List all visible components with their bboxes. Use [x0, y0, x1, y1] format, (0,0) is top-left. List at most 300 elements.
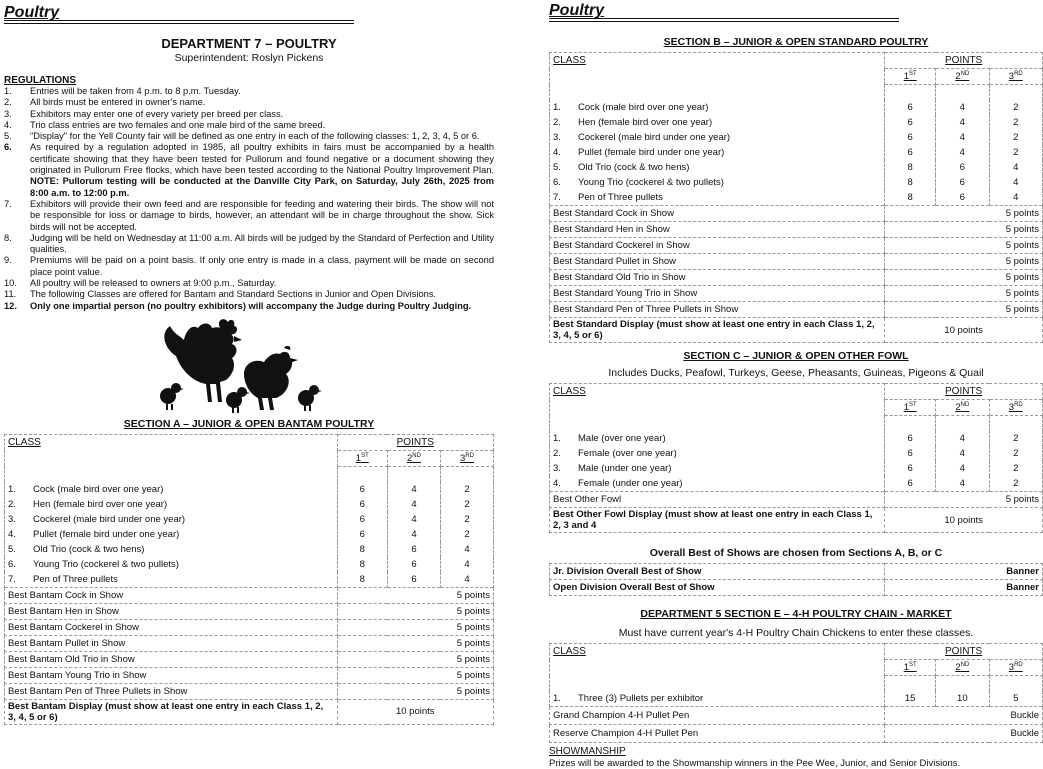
points-cell: 15: [885, 691, 936, 707]
spacer-cell: [550, 69, 885, 85]
points-cell: 6: [885, 145, 936, 160]
place-header: [387, 450, 440, 466]
place-suffix: ST: [908, 401, 917, 408]
points-cell: 4: [936, 145, 989, 160]
place-header: [936, 660, 989, 676]
class-cell: [5, 527, 338, 542]
points-cell: 5: [989, 691, 1042, 707]
section-c-subtitle: Includes Ducks, Peafowl, Turkeys, Geese, Pheasants, Guineas, Pigeons & Quail: [608, 367, 984, 379]
points-cell: 8: [337, 542, 387, 557]
regulation-item: [4, 131, 494, 142]
class-number: 1.: [553, 693, 561, 704]
class-cell: [5, 497, 338, 512]
class-name: Female (over one year): [578, 448, 677, 459]
spacer-cell: [989, 676, 1042, 692]
points-cell: 10: [936, 691, 989, 707]
spacer-cell: [989, 85, 1042, 101]
award-row: [550, 725, 1043, 743]
points-cell: 4: [936, 446, 989, 461]
place-suffix: ST: [361, 452, 369, 459]
place-label: 3RD: [1008, 661, 1023, 674]
regulation-item: [4, 86, 494, 97]
regulation-number: 1.: [4, 86, 12, 96]
spacer-cell: [550, 400, 885, 416]
regulation-text: [30, 131, 494, 142]
display-value: 10 points: [885, 318, 1043, 343]
overall-label: Open Division Overall Best of Show: [550, 580, 885, 596]
class-header: CLASS: [5, 434, 338, 450]
place-header: [885, 69, 936, 85]
best-row: [5, 651, 494, 667]
place-header: [936, 400, 989, 416]
points-cell: 6: [337, 482, 387, 497]
spacer-cell: [5, 450, 338, 466]
department-title: DEPARTMENT 7 – POULTRY: [161, 36, 337, 51]
regulation-number: 8.: [4, 232, 12, 243]
header-rule: [4, 23, 354, 24]
regulation-body: Only one impartial person (no poultry exhibitors) will accompany the Judge during Poultry Judging.: [30, 300, 472, 311]
table-row: [5, 512, 494, 527]
spacer-cell: [936, 416, 989, 432]
place-suffix: ND: [960, 70, 970, 77]
section-c-table: [549, 383, 1043, 533]
best-value: 5 points: [885, 492, 1043, 508]
place-suffix: RD: [1014, 661, 1023, 668]
table-row: [550, 160, 1043, 175]
best-label: Best Bantam Hen in Show: [5, 603, 338, 619]
right-page: [549, 0, 1043, 769]
regulation-text: [30, 86, 494, 97]
class-name: Three (3) Pullets per exhibitor: [578, 693, 704, 704]
place-label: 3RD: [1008, 70, 1023, 83]
class-number: 5.: [553, 162, 561, 173]
award-label: Reserve Champion 4-H Pullet Pen: [550, 725, 885, 743]
regulations-heading: REGULATIONS: [4, 75, 77, 86]
regulation-text: [30, 199, 494, 233]
regulation-body: All birds must be entered in owner's name.: [30, 97, 206, 108]
table-row: [550, 175, 1043, 190]
points-cell: 2: [989, 145, 1042, 160]
class-name: Pen of Three pullets: [33, 573, 118, 585]
section-b-table: [549, 52, 1043, 343]
points-cell: 6: [936, 160, 989, 175]
table-row: [550, 190, 1043, 206]
section-e-subtitle: Must have current year's 4-H Poultry Chain Chickens to enter these classes.: [618, 627, 974, 639]
header-rule: [4, 20, 354, 21]
best-row: [550, 492, 1043, 508]
points-cell: 2: [989, 476, 1042, 492]
class-number: 6.: [553, 177, 561, 188]
class-number: 7.: [553, 192, 561, 203]
table-row: [550, 431, 1043, 446]
section-e-table: [549, 643, 1043, 743]
points-cell: 4: [989, 160, 1042, 175]
place-label: 1ST: [903, 70, 917, 83]
overall-label: Jr. Division Overall Best of Show: [550, 564, 885, 580]
class-number: 2.: [8, 498, 16, 510]
regulation-item: [4, 120, 494, 131]
points-cell: 8: [885, 175, 936, 190]
spacer-cell: [936, 676, 989, 692]
regulation-body: As required by a regulation adopted in 1985, all poultry exhibits in fairs must be accompanied by a health certificate showing that they have been tested for Pullorum and found negative or a document showing they originated in Pullorum Free flocks, which have been tested according to the National Poultry Improvement Plan.: [30, 142, 494, 176]
table-row: [550, 100, 1043, 115]
points-cell: 2: [989, 100, 1042, 115]
best-row: [5, 683, 494, 699]
best-label: Best Standard Young Trio in Show: [550, 286, 885, 302]
regulation-item: [4, 301, 494, 312]
place-header: [440, 450, 493, 466]
points-cell: 4: [387, 482, 440, 497]
best-value: 5 points: [885, 222, 1043, 238]
best-value: 5 points: [885, 206, 1043, 222]
regulation-item: [4, 199, 494, 233]
overall-heading: Overall Best of Shows are chosen from Sections A, B, or C: [649, 547, 943, 559]
class-header: CLASS: [550, 644, 885, 660]
spacer-cell: [550, 85, 885, 101]
best-value: 5 points: [337, 603, 493, 619]
class-number: 1.: [553, 102, 561, 113]
class-name: Cockerel (male bird under one year): [33, 513, 186, 525]
display-row: [550, 508, 1043, 533]
best-label: Best Standard Hen in Show: [550, 222, 885, 238]
class-cell: [550, 115, 885, 130]
place-header: [989, 400, 1042, 416]
regulation-item: [4, 97, 494, 108]
spacer-cell: [550, 676, 885, 692]
spacer-cell: [550, 660, 885, 676]
place-suffix: RD: [465, 452, 474, 459]
points-cell: 4: [989, 190, 1042, 206]
place-header: [885, 660, 936, 676]
regulation-text: [30, 142, 494, 198]
table-row: [550, 476, 1043, 492]
best-row: [5, 619, 494, 635]
place-label: 3RD: [1008, 401, 1023, 414]
regulation-text: [30, 278, 494, 289]
points-cell: 4: [936, 431, 989, 446]
award-label: Grand Champion 4-H Pullet Pen: [550, 707, 885, 725]
regulation-body: Exhibitors may enter one of every variety per breed per class.: [30, 108, 284, 119]
class-name: Old Trio (cock & two hens): [33, 543, 145, 555]
regulation-text: [30, 233, 494, 256]
place-label: 2ND: [407, 452, 421, 465]
overall-row: [550, 564, 1043, 580]
spacer-cell: [337, 466, 387, 482]
best-value: 5 points: [337, 683, 493, 699]
brand-title: Poultry: [549, 2, 605, 19]
best-row: [550, 238, 1043, 254]
class-name: Cock (male bird over one year): [578, 102, 709, 113]
display-value: 10 points: [885, 508, 1043, 533]
best-value: 5 points: [337, 587, 493, 603]
class-number: 4.: [8, 528, 16, 540]
place-header-row: [5, 450, 494, 466]
award-value: Buckle: [885, 707, 1043, 725]
points-cell: 8: [337, 572, 387, 588]
regulation-number: 11.: [4, 289, 17, 300]
table-row: [5, 497, 494, 512]
spacer-row: [550, 85, 1043, 101]
display-value: 10 points: [337, 699, 493, 724]
section-a-title: SECTION A – JUNIOR & OPEN BANTAM POULTRY: [123, 417, 375, 430]
left-page: [4, 0, 494, 725]
best-row: [5, 635, 494, 651]
regulation-number: 7.: [4, 198, 12, 209]
table-row: [5, 527, 494, 542]
points-header: POINTS: [885, 53, 1043, 69]
best-row: [550, 286, 1043, 302]
table-row: [5, 572, 494, 588]
class-number: 1.: [8, 483, 16, 495]
display-label: Best Bantam Display (must show at least one entry in each Class 1, 2, 3, 4, 5 or 6): [5, 699, 338, 724]
best-label: Best Bantam Young Trio in Show: [5, 667, 338, 683]
spacer-cell: [936, 85, 989, 101]
regulation-body: Trio class entries are two females and one male bird of the same breed.: [30, 119, 326, 130]
best-label: Best Standard Old Trio in Show: [550, 270, 885, 286]
points-cell: 4: [936, 476, 989, 492]
brand-title: Poultry: [4, 4, 60, 21]
table-row: [550, 145, 1043, 160]
regulation-body: Exhibitors will provide their own feed and are responsible for feeding and watering their birds. The show will not be responsible for loss or damage to birds, however, an attendant will be in charge throughout the show. Sick birds will not be accepted.: [30, 198, 494, 232]
place-header-row: [550, 400, 1043, 416]
regulation-text: [30, 120, 494, 131]
points-cell: 6: [885, 130, 936, 145]
points-cell: 4: [989, 175, 1042, 190]
best-label: Best Bantam Old Trio in Show: [5, 651, 338, 667]
best-value: 5 points: [885, 286, 1043, 302]
overall-value: Banner: [885, 580, 1043, 596]
table-header-row: [550, 644, 1043, 660]
class-name: Cock (male bird over one year): [33, 483, 164, 495]
regulation-text: [30, 109, 494, 120]
best-value: 5 points: [337, 651, 493, 667]
points-cell: 4: [936, 130, 989, 145]
table-row: [550, 446, 1043, 461]
best-label: Best Standard Pullet in Show: [550, 254, 885, 270]
best-row: [5, 667, 494, 683]
place-header: [337, 450, 387, 466]
points-cell: 6: [936, 175, 989, 190]
class-name: Female (under one year): [578, 478, 683, 489]
award-row: [550, 707, 1043, 725]
table-row: [550, 691, 1043, 707]
points-cell: 2: [989, 115, 1042, 130]
best-value: 5 points: [337, 667, 493, 683]
spacer-row: [5, 466, 494, 482]
points-cell: 6: [337, 497, 387, 512]
class-number: 3.: [8, 513, 16, 525]
place-label: 1ST: [903, 401, 917, 414]
regulation-text: [30, 255, 494, 278]
place-suffix: RD: [1014, 70, 1023, 77]
display-label: Best Other Fowl Display (must show at least one entry in each Class 1, 2, 3 and 4: [550, 508, 885, 533]
class-name: Male (under one year): [578, 463, 672, 474]
place-label: 1ST: [355, 452, 369, 465]
section-c-title: SECTION C – JUNIOR & OPEN OTHER FOWL: [683, 350, 909, 362]
class-cell: [550, 446, 885, 461]
points-cell: 4: [387, 512, 440, 527]
class-cell: [550, 190, 885, 206]
regulation-number: 10.: [4, 278, 17, 289]
points-cell: 6: [885, 115, 936, 130]
points-cell: 6: [885, 100, 936, 115]
best-row: [5, 603, 494, 619]
regulation-body: Premiums will be paid on a point basis. If only one entry is made in a class, payment will be made on second place point value.: [30, 255, 494, 277]
class-number: 5.: [8, 543, 16, 555]
class-cell: [550, 100, 885, 115]
regulation-body: All poultry will be released to owners at 9:00 p.m., Saturday.: [30, 278, 277, 289]
points-cell: 6: [387, 557, 440, 572]
class-cell: [550, 691, 885, 707]
section-a-table: [4, 434, 494, 725]
page-header: [549, 0, 1043, 26]
class-name: Pullet (female bird under one year): [578, 147, 725, 158]
best-value: 5 points: [337, 635, 493, 651]
place-label: 2ND: [955, 70, 970, 83]
points-cell: 6: [885, 446, 936, 461]
class-cell: [550, 461, 885, 476]
regulation-item: [4, 142, 494, 198]
class-cell: [5, 482, 338, 497]
best-label: Best Bantam Pullet in Show: [5, 635, 338, 651]
table-row: [5, 482, 494, 497]
regulation-text: [30, 97, 494, 108]
display-label: Best Standard Display (must show at least one entry in each Class 1, 2, 3, 4, 5 or 6): [550, 318, 885, 343]
class-number: 7.: [8, 573, 16, 585]
spacer-cell: [440, 466, 493, 482]
best-row: [550, 222, 1043, 238]
points-cell: 8: [885, 190, 936, 206]
best-row: [5, 587, 494, 603]
place-suffix: ST: [908, 70, 917, 77]
showmanship-heading: SHOWMANSHIP: [549, 746, 626, 757]
spacer-cell: [5, 466, 338, 482]
class-number: 1.: [553, 433, 561, 444]
regulation-body: Judging will be held on Wednesday at 11:00 a.m. All birds will be judged by the Standard of Perfection and Utility qualities.: [30, 232, 494, 255]
class-number: 6.: [8, 558, 16, 570]
table-header-row: [550, 384, 1043, 400]
display-row: [5, 699, 494, 724]
spacer-cell: [885, 676, 936, 692]
class-cell: [550, 175, 885, 190]
place-header-row: [550, 69, 1043, 85]
points-cell: 2: [989, 431, 1042, 446]
regulation-text: [30, 301, 494, 312]
class-number: 3.: [553, 463, 561, 474]
points-cell: 4: [440, 572, 493, 588]
class-cell: [550, 431, 885, 446]
page-header: [4, 0, 494, 26]
regulations-list: [4, 86, 494, 312]
class-cell: [550, 160, 885, 175]
points-cell: 6: [387, 542, 440, 557]
place-suffix: ND: [960, 401, 970, 408]
class-header: CLASS: [550, 53, 885, 69]
best-row: [550, 270, 1043, 286]
class-cell: [550, 476, 885, 492]
best-label: Best Bantam Pen of Three Pullets in Show: [5, 683, 338, 699]
class-cell: [550, 145, 885, 160]
spacer-cell: [550, 416, 885, 432]
award-value: Buckle: [885, 725, 1043, 743]
overall-value: Banner: [885, 564, 1043, 580]
best-row: [550, 302, 1043, 318]
best-row: [550, 254, 1043, 270]
best-label: Best Standard Cockerel in Show: [550, 238, 885, 254]
class-name: Pen of Three pullets: [578, 192, 663, 203]
points-header: POINTS: [885, 384, 1043, 400]
spacer-row: [550, 676, 1043, 692]
overall-table: [549, 563, 1043, 596]
regulation-body: Entries will be taken from 4 p.m. to 8 p.m. Tuesday.: [30, 86, 241, 96]
display-row: [550, 318, 1043, 343]
class-number: 4.: [553, 147, 561, 158]
place-label: 2ND: [955, 661, 970, 674]
points-cell: 2: [440, 527, 493, 542]
table-row: [550, 130, 1043, 145]
points-cell: 6: [885, 431, 936, 446]
points-cell: 8: [337, 557, 387, 572]
spacer-row: [550, 416, 1043, 432]
regulation-number: 12.: [4, 300, 17, 311]
spacer-cell: [885, 416, 936, 432]
best-value: 5 points: [885, 270, 1043, 286]
place-header: [989, 660, 1042, 676]
points-cell: 2: [989, 130, 1042, 145]
class-name: Male (over one year): [578, 433, 666, 444]
showmanship-text: Prizes will be awarded to the Showmanship winners in the Pee Wee, Junior, and Senior Divisions.: [549, 758, 961, 769]
points-cell: 6: [885, 476, 936, 492]
place-header: [989, 69, 1042, 85]
class-number: 2.: [553, 448, 561, 459]
class-number: 4.: [553, 478, 561, 489]
place-label: 2ND: [955, 401, 970, 414]
header-rule: [549, 21, 899, 22]
regulation-number: 4.: [4, 119, 12, 130]
class-name: Hen (female bird over one year): [578, 117, 713, 128]
regulation-item: [4, 255, 494, 278]
class-name: Young Trio (cockerel & two pullets): [578, 177, 724, 188]
overall-row: [550, 580, 1043, 596]
best-label: Best Standard Cock in Show: [550, 206, 885, 222]
points-header: POINTS: [885, 644, 1043, 660]
points-cell: 4: [936, 100, 989, 115]
regulation-text: [30, 289, 494, 300]
points-cell: 2: [989, 446, 1042, 461]
points-cell: 6: [885, 461, 936, 476]
regulation-number: 6.: [4, 142, 12, 153]
points-cell: 4: [387, 497, 440, 512]
class-name: Old Trio (cock & two hens): [578, 162, 690, 173]
class-cell: [5, 572, 338, 588]
points-header: POINTS: [337, 434, 493, 450]
points-cell: 2: [440, 512, 493, 527]
regulation-item: [4, 109, 494, 120]
place-label: 1ST: [903, 661, 917, 674]
class-header: CLASS: [550, 384, 885, 400]
regulation-item: [4, 289, 494, 300]
class-cell: [5, 542, 338, 557]
spacer-cell: [989, 416, 1042, 432]
points-cell: 4: [440, 557, 493, 572]
place-header: [936, 69, 989, 85]
table-row: [550, 461, 1043, 476]
points-cell: 8: [885, 160, 936, 175]
table-header-row: [5, 434, 494, 450]
class-cell: [5, 512, 338, 527]
chickens-illustration: [154, 318, 324, 414]
points-cell: 6: [337, 527, 387, 542]
